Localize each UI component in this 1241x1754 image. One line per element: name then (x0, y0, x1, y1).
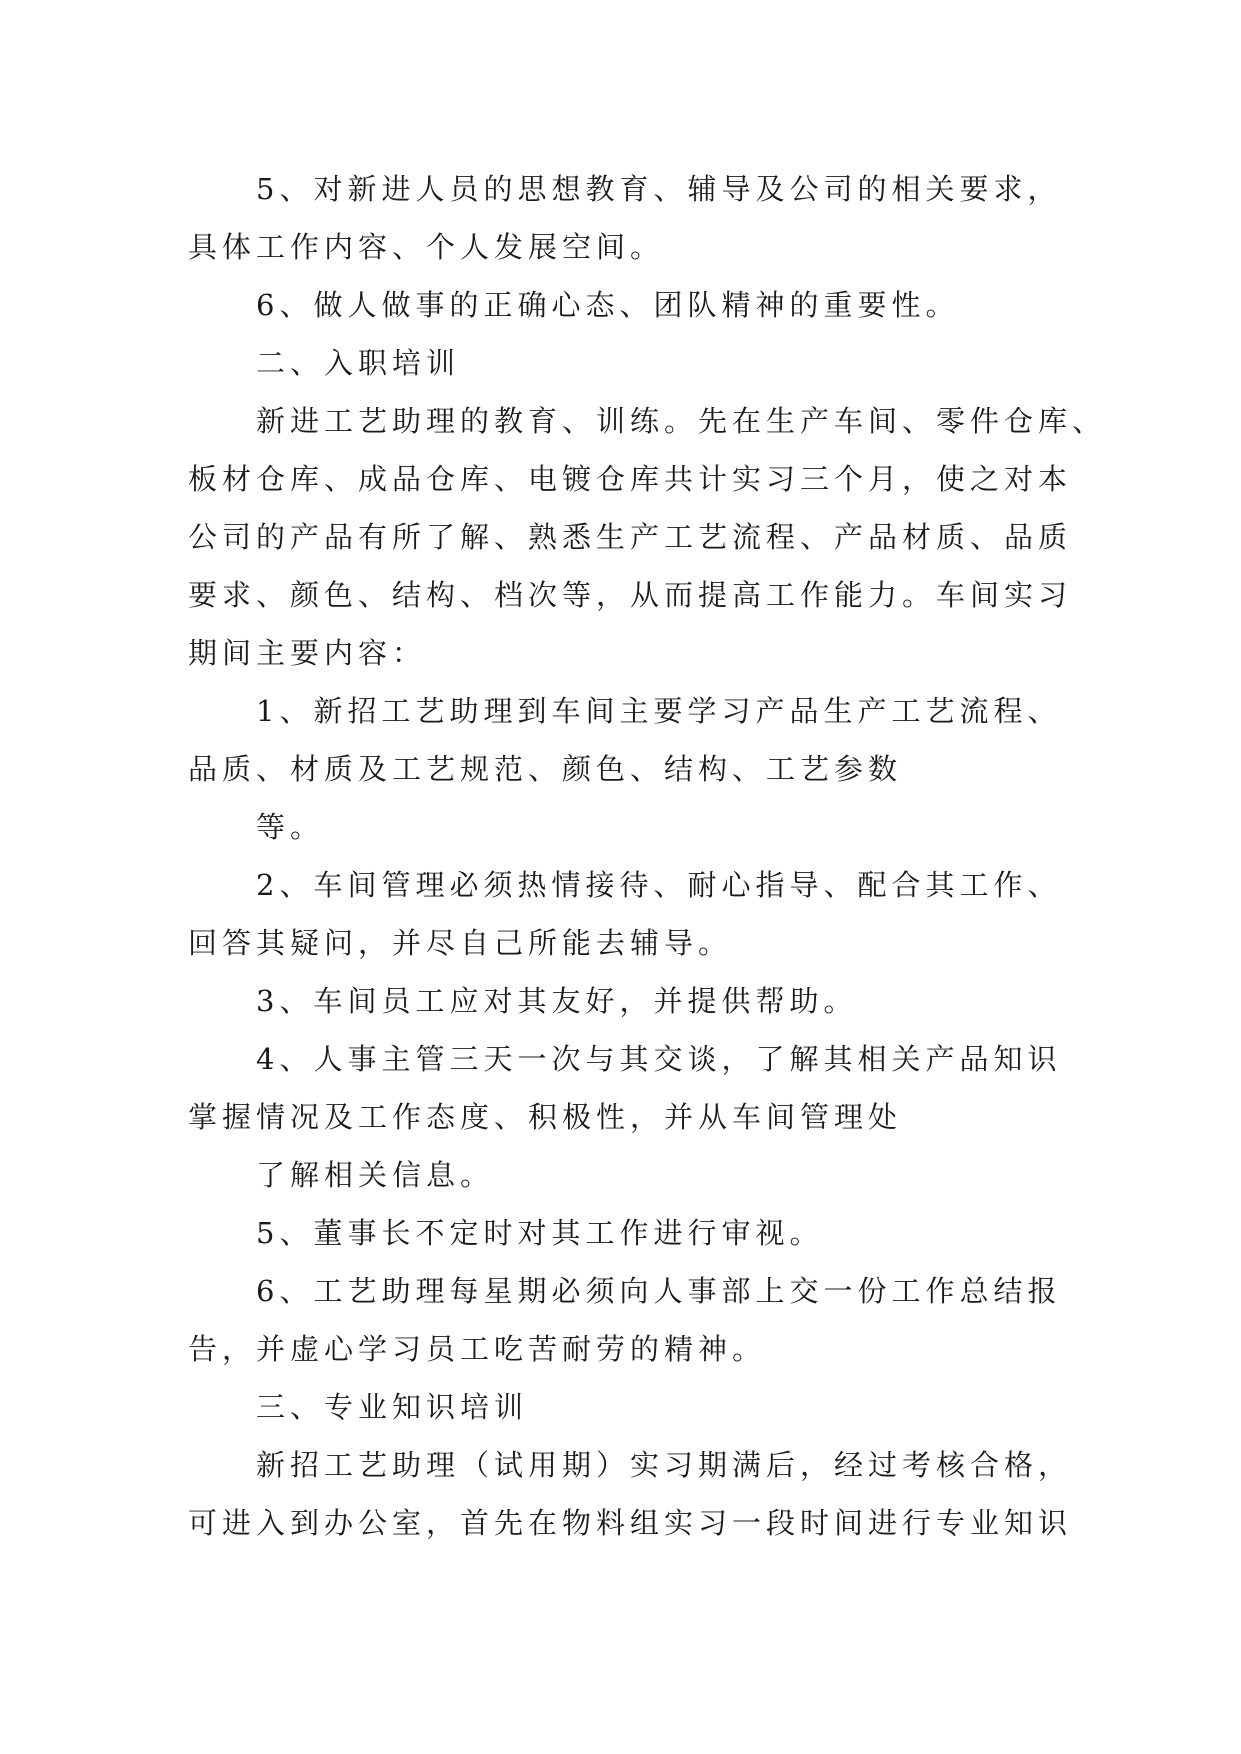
text-line: 5、对新进人员的思想教育、辅导及公司的相关要求， (256, 172, 1062, 206)
text-line: 2、车间管理必须热情接待、耐心指导、配合其工作、 (256, 868, 1062, 902)
text-line: 期间主要内容： (188, 636, 427, 670)
text-line: 回答其疑问，并尽自己所能去辅导。 (188, 926, 733, 960)
text-line: 板材仓库、成品仓库、电镀仓库共计实习三个月，使之对本 (188, 462, 1073, 496)
text-line: 具体工作内容、个人发展空间。 (188, 230, 665, 264)
text-line: 可进入到办公室，首先在物料组实习一段时间进行专业知识 (188, 1506, 1073, 1540)
text-line: 6、做人做事的正确心态、团队精神的重要性。 (256, 288, 960, 322)
text-line: 1、新招工艺助理到车间主要学习产品生产工艺流程、 (256, 694, 1062, 728)
text-line: 掌握情况及工作态度、积极性，并从车间管理处 (188, 1100, 903, 1134)
text-line: 新招工艺助理（试用期）实习期满后，经过考核合格， (256, 1448, 1073, 1482)
text-line: 3、车间员工应对其友好，并提供帮助。 (256, 984, 858, 1018)
text-line: 等。 (256, 810, 325, 844)
text-line: 品质、材质及工艺规范、颜色、结构、工艺参数 (188, 752, 903, 786)
text-line: 4、人事主管三天一次与其交谈，了解其相关产品知识 (256, 1042, 1062, 1076)
document-body (188, 160, 1107, 1552)
text-line: 告，并虚心学习员工吃苦耐劳的精神。 (188, 1332, 767, 1366)
text-line: 要求、颜色、结构、档次等，从而提高工作能力。车间实习 (188, 578, 1073, 612)
text-line: 5、董事长不定时对其工作进行审视。 (256, 1216, 824, 1250)
section-heading: 二、入职培训 (256, 346, 461, 380)
text-line: 公司的产品有所了解、熟悉生产工艺流程、产品材质、品质 (188, 520, 1073, 554)
section-heading: 三、专业知识培训 (256, 1390, 529, 1424)
text-line: 新进工艺助理的教育、训练。先在生产车间、零件仓库、 (256, 404, 1107, 438)
text-line: 了解相关信息。 (256, 1158, 495, 1192)
text-line: 6、工艺助理每星期必须向人事部上交一份工作总结报 (256, 1274, 1062, 1308)
